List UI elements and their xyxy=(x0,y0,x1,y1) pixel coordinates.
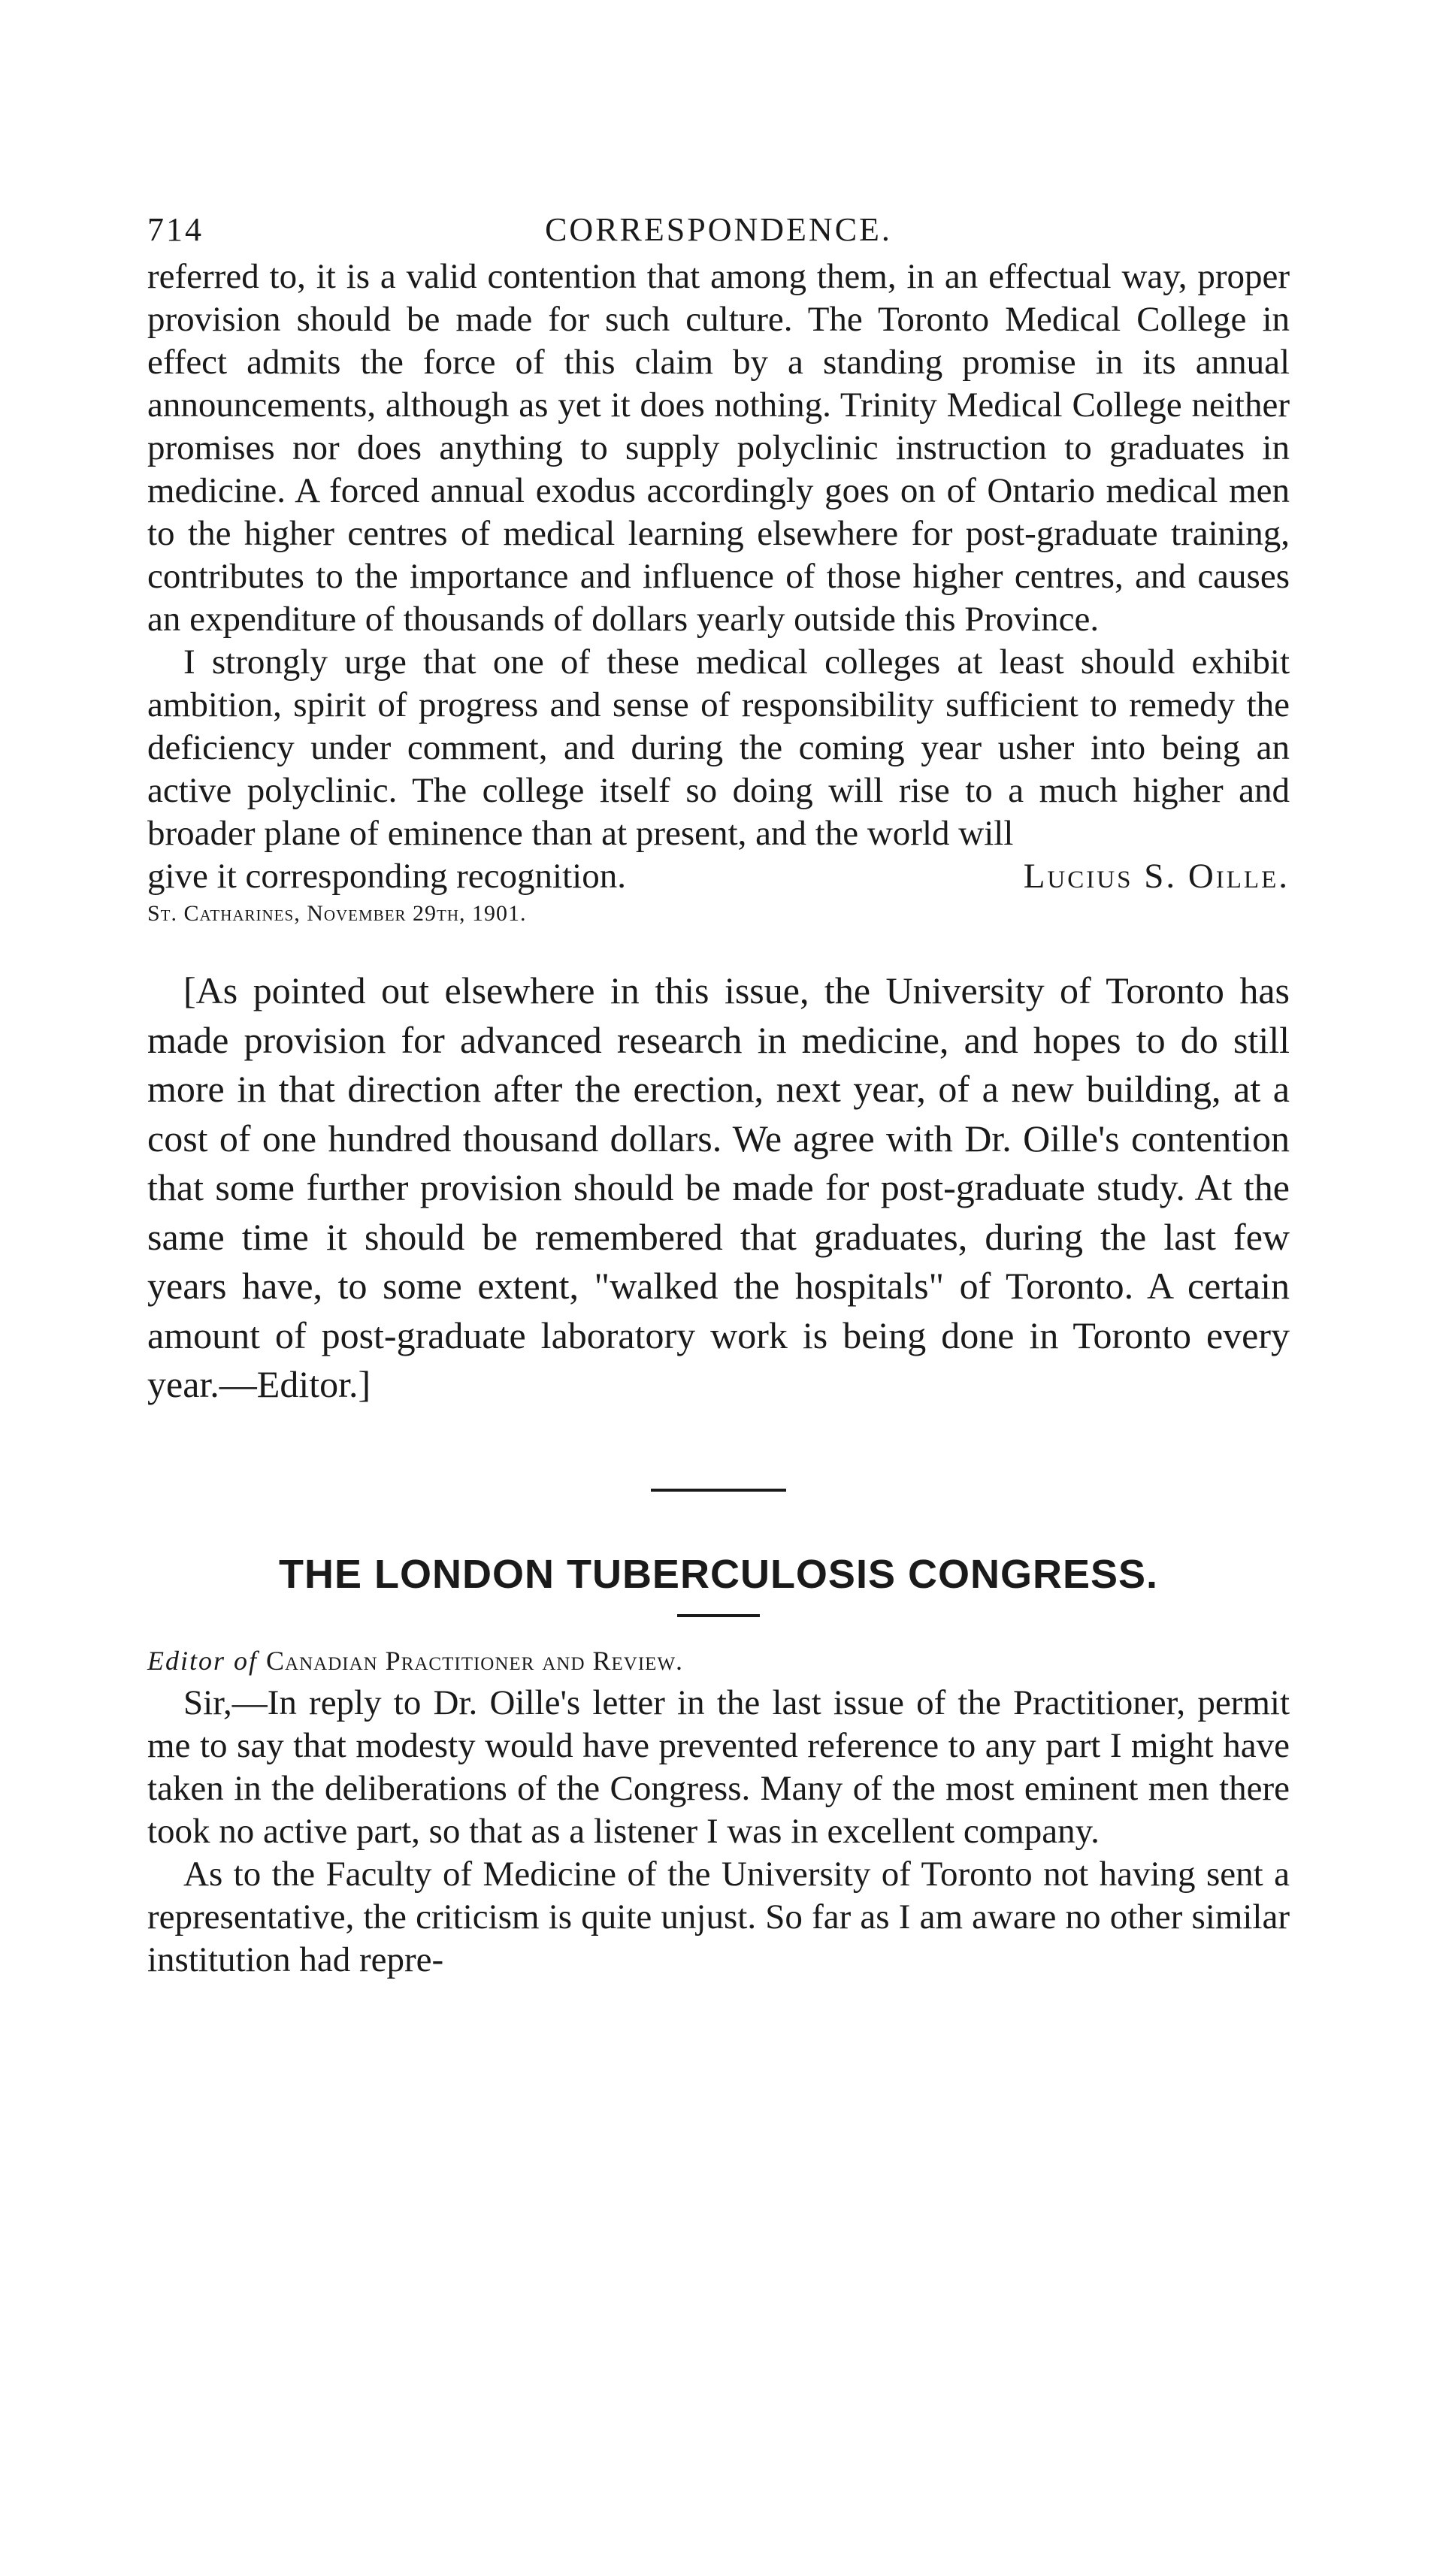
section-title: THE LONDON TUBERCULOSIS CONGRESS. xyxy=(278,1551,1159,1597)
section-divider xyxy=(651,1489,786,1492)
salutation-editor-of: Editor of xyxy=(147,1645,259,1676)
title-rule xyxy=(677,1614,760,1617)
letter-paragraph: I strongly urge that one of these medical colleges at least should exhibit ambition, spirit of progress and sense of responsibility sufficient to remedy the deficiency under comment, and during the coming year usher into being an active polyclinic. The college itself so doing will rise to a much higher and broader plane of eminence than at present, and the world will xyxy=(147,642,1290,853)
page-number: 714 xyxy=(147,211,204,248)
running-head xyxy=(147,210,1290,255)
reply-paragraph: As to the Faculty of Medicine of the University of Toronto not having sent a representative, the criticism is quite unjust. So far as I am aware no other similar institution had repre- xyxy=(147,1854,1290,1979)
salutation-journal: Canadian Practitioner and Review. xyxy=(266,1645,684,1676)
editor-note: [As pointed out elsewhere in this issue, the University of Toronto has made provision for advanced research in medicine, and hopes to do still more in that direction after the erection, next year, of a new building, at a cost of one hundred thousand dollars. We agree with Dr. Oille's contention that some further provision should be made for post-graduate study. At the same time it should be remembered that graduates, during the last few years have, to some extent, "walked the hospitals" of Toronto. A certain amount of post-graduate laboratory work is being done in Toronto every year.—Editor.] xyxy=(147,969,1290,1405)
letter-dateline: St. Catharines, November 29th, 1901. xyxy=(147,901,527,926)
salutation xyxy=(147,1640,1290,1682)
document-page xyxy=(147,210,1290,1982)
letter-signoff xyxy=(147,855,1290,899)
running-title: CORRESPONDENCE. xyxy=(545,211,892,248)
reply-paragraph: Sir,—In reply to Dr. Oille's letter in the last issue of the Practitioner, permit me to say that modesty would have prevented reference to any part I might have taken in the deliberations of the Congress. Many of the most eminent men there took no active part, so that as a listener I was in excellent company. xyxy=(147,1683,1290,1851)
letter-signature: Lucius S. Oille. xyxy=(1023,857,1290,896)
closing-line: give it corresponding recognition. xyxy=(147,857,626,896)
letter-paragraph: referred to, it is a valid contention that among them, in an effectual way, proper provision should be made for such culture. The Toronto Medical College in effect admits the force of this claim by a standing promise in its annual announcements, although as yet it does nothing. Trinity Medical College neither promises nor does anything to supply polyclinic instruction to graduates in medicine. A forced annual exodus accordingly goes on of Ontario medical men to the higher centres of medical learning elsewhere for post-graduate training, contributes to the importance and influence of those higher centres, and causes an expenditure of thousands of dollars yearly outside this Province. xyxy=(147,257,1290,639)
